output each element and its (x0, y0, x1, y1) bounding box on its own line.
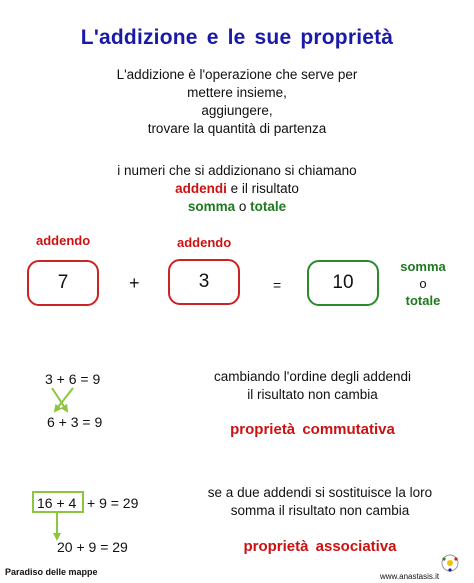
equals-sign: = (273, 277, 282, 293)
anastasis-logo-icon (438, 553, 462, 573)
footer-website: www.anastasis.it (380, 572, 440, 581)
commutative-text-1: cambiando l'ordine degli addendi (214, 369, 411, 384)
associative-text-1: se a due addendi si sostituisce la loro (207, 485, 433, 500)
associative-equation-rest: + 9 = 29 (87, 495, 139, 511)
associative-equation-2: 20 + 9 = 29 (57, 539, 128, 555)
page-title: L'addizione e le sue proprietà (80, 26, 394, 49)
associative-text-2: somma il risultato non cambia (230, 503, 410, 518)
intro-line-1: L'addizione è l'operazione che serve per (116, 67, 358, 82)
result-text: e il risultato (226, 181, 299, 196)
associative-boxed-addends: 16 + 4 (37, 495, 77, 511)
associative-property-name: proprietà associativa (243, 538, 397, 555)
addendo-label-left: addendo (36, 233, 91, 248)
totale-label: totale (405, 293, 441, 308)
associative-description (180, 484, 460, 520)
somma-term: somma (187, 199, 236, 214)
intro-line-2: mettere insieme, (187, 85, 287, 100)
sum-value: 10 (332, 272, 354, 293)
or-word: o (238, 199, 247, 214)
commutative-property-name: proprietà commutativa (230, 421, 395, 438)
commutative-equation-2: 6 + 3 = 9 (47, 414, 103, 430)
commutative-equation-1: 3 + 6 = 9 (45, 371, 101, 387)
addend-value-2: 3 (198, 271, 210, 292)
commutative-description (180, 368, 445, 404)
intro-line-3: aggiungere, (201, 103, 273, 118)
plus-sign: + (129, 273, 140, 293)
intro-line-4: trovare la quantità di partenza (147, 121, 327, 136)
totale-term: totale (250, 199, 287, 214)
somma-label: somma (400, 259, 446, 274)
or-label: o (419, 276, 427, 291)
addendo-label-right: addendo (177, 235, 232, 250)
addendi-term: addendi (175, 181, 227, 196)
terms-line-1: i numeri che si addizionano si chiamano (117, 163, 357, 178)
commutative-text-2: il risultato non cambia (247, 387, 378, 402)
addend-value-1: 7 (57, 272, 69, 293)
footer-credit: Paradiso delle mappe (5, 567, 98, 577)
